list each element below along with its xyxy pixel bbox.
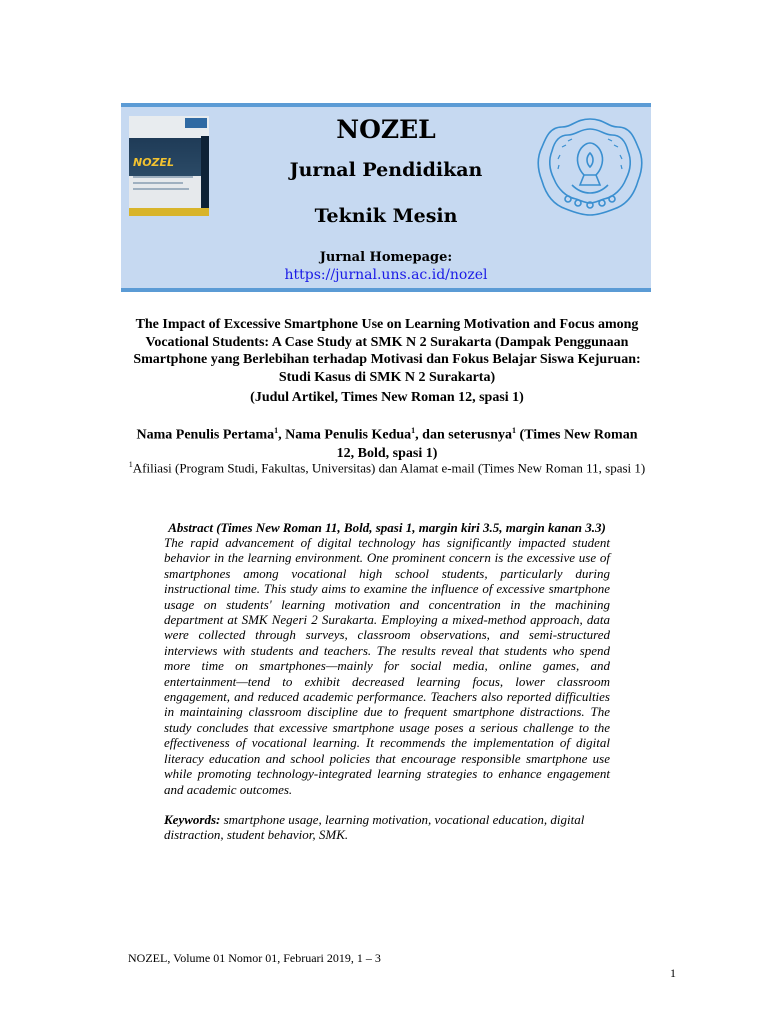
- author-affiliation-marker: 1: [512, 426, 517, 435]
- footer-citation: NOZEL, Volume 01 Nomor 01, Februari 2019, 1 – 3: [128, 951, 381, 965]
- journal-short-name: NOZEL: [336, 115, 436, 144]
- cover-text-line: [133, 188, 189, 190]
- journal-name-line2: Teknik Mesin: [314, 205, 458, 227]
- cover-title: NOZEL: [133, 156, 175, 169]
- article-title: The Impact of Excessive Smartphone Use on Learning Motivation and Focus among Vocational Students: A Case Study at SMK N 2 Surakarta (Dampak Penggunaan Smartphone yang Berlebihan terhadap Motivasi dan Fokus Belajar Siswa Kejuruan: Studi Kasus di SMK N 2 Surakarta): [133, 317, 641, 385]
- author-format-note: (Times New Roman 12, Bold, spasi 1): [336, 427, 638, 461]
- author-name: dan seterusnya: [422, 427, 513, 443]
- author-name: Nama Penulis Kedua: [285, 427, 412, 443]
- homepage-link[interactable]: https://jurnal.uns.ac.id/nozel: [284, 267, 488, 283]
- journal-name-line1: Jurnal Pendidikan: [289, 159, 483, 181]
- keywords: [164, 812, 610, 843]
- author-list: Nama Penulis Pertama$^1$, Nama Penulis Kedua$^1$, dan seterusnya$^1$ (Times New Roman 12, Bold, spasi 1): [136, 426, 638, 461]
- author-name: Nama Penulis Pertama: [136, 427, 275, 443]
- affiliation-text: Afiliasi (Program Studi, Fakultas, Universitas) dan Alamat e-mail (Times New Roman 11, spasi 1): [132, 460, 646, 476]
- author-affiliation-marker: 1: [411, 426, 416, 435]
- affiliation-marker: 1: [128, 460, 133, 469]
- keywords-label: Keywords:: [164, 812, 221, 827]
- abstract-heading: Abstract (Times New Roman 11, Bold, spasi 1, margin kiri 3.5, margin kanan 3.3): [168, 520, 606, 535]
- abstract-body: The rapid advancement of digital technology has significantly impacted student behavior in the learning environment. One prominent concern is the excessive use of smartphones among vocational high school students, particularly during instructional time. This study aims to examine the influence of excessive smartphone usage on students' learning motivation and concentration in the machining department at SMK Negeri 2 Surakarta. Employing a mixed-method approach, data were collected through surveys, classroom observations, and semi-structured interviews with students and teachers. The results reveal that students who spend more time on smartphones—mainly for social media, online games, and entertainment—tend to exhibit decreased learning focus, lower classroom engagement, and reduced academic performance. Teachers also reported difficulties in maintaining classroom discipline due to frequent smartphone distractions. The study concludes that excessive smartphone usage poses a serious challenge to the effectiveness of vocational learning. It recommends the implementation of digital literacy education and school policies that encourage responsible smartphone use while promoting technology-integrated learning strategies to enhance engagement and academic outcomes.: [164, 535, 610, 797]
- homepage-label: Jurnal Homepage:: [319, 250, 453, 265]
- page-number: 1: [670, 966, 676, 980]
- author-affiliation-marker: 1: [274, 426, 279, 435]
- article-title-note: (Judul Artikel, Times New Roman 12, spasi 1): [250, 390, 524, 405]
- keywords-text: smartphone usage, learning motivation, vocational education, digital distraction, student behavior, SMK.: [164, 812, 585, 843]
- journal-header: [121, 103, 651, 292]
- cover-text-line: [133, 182, 183, 184]
- university-seal-icon: [534, 115, 646, 219]
- affiliation: [124, 457, 650, 476]
